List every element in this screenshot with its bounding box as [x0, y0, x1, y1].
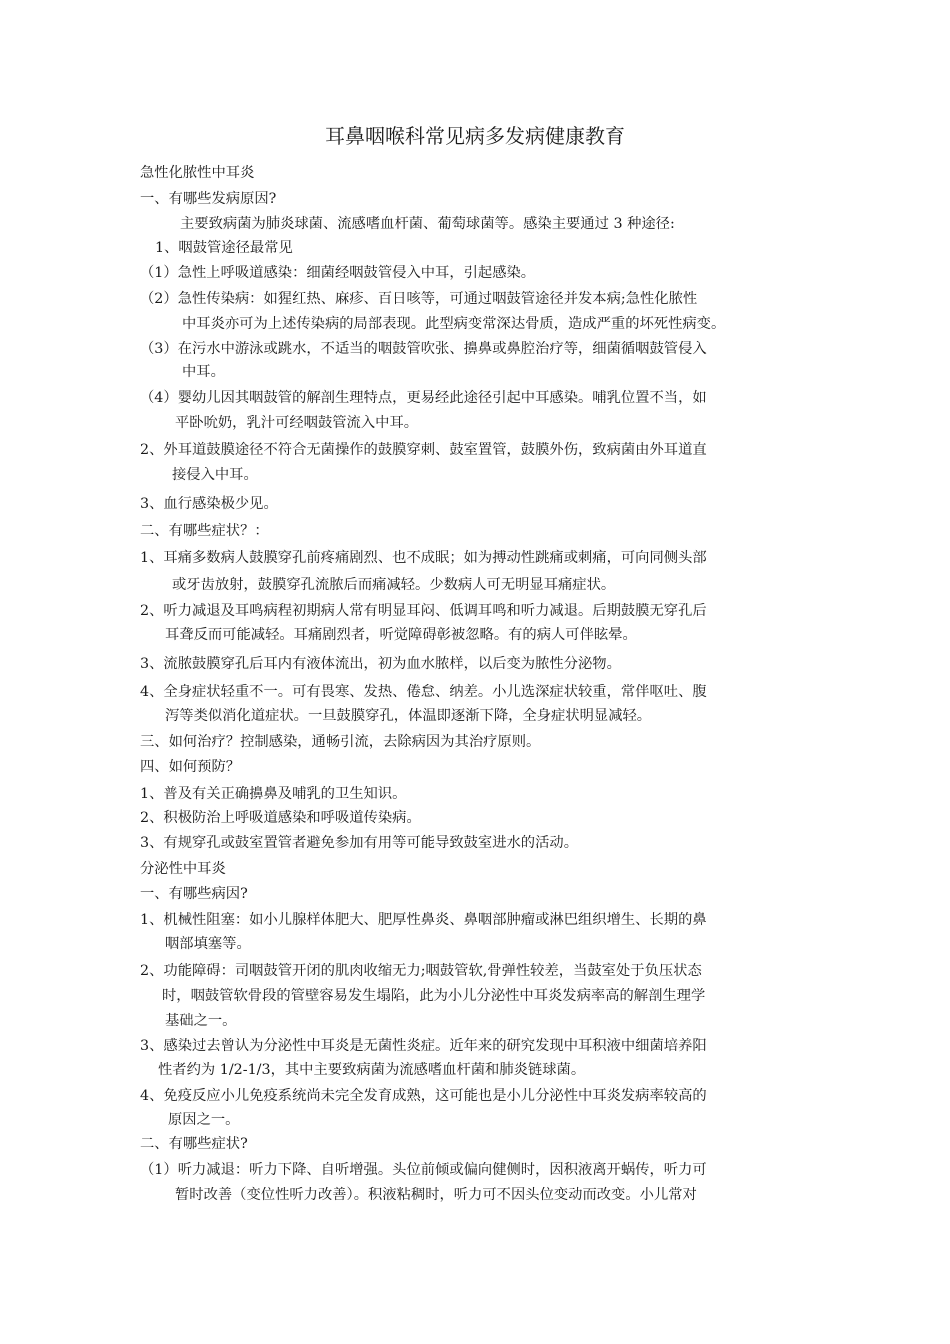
paragraph-line: 主要致病菌为肺炎球菌、流感嗜血杆菌、葡萄球菌等。感染主要通过 3 种途径: — [180, 216, 675, 232]
subsection-heading: 三、如何治疗？控制感染，通畅引流，去除病因为其治疗原则。 — [140, 734, 541, 750]
list-item: （4）婴幼儿因其咽鼓管的解剖生理特点，更易经此途径引起中耳感染。哺乳位置不当，如 — [140, 390, 707, 406]
list-item-continuation: 咽部填塞等。 — [165, 936, 251, 952]
list-item: 2、功能障碍：司咽鼓管开闭的肌肉收缩无力;咽鼓管软,骨弹性较差，当鼓室处于负压状态 — [140, 963, 702, 979]
list-item: 1、普及有关正确擤鼻及哺乳的卫生知识。 — [140, 786, 407, 802]
list-item: 4、全身症状轻重不一。可有畏寒、发热、倦怠、纳差。小儿选深症状较重，常伴呕吐、腹 — [140, 684, 707, 700]
list-item-continuation: 中耳。 — [182, 364, 225, 380]
list-item: （2）急性传染病：如猩红热、麻疹、百日咳等，可通过咽鼓管途径并发本病;急性化脓性 — [140, 291, 698, 307]
list-item: 3、血行感染极少见。 — [140, 496, 278, 512]
section-heading: 分泌性中耳炎 — [140, 861, 226, 877]
section-heading: 急性化脓性中耳炎 — [140, 165, 255, 181]
list-item: 1、机械性阻塞：如小儿腺样体肥大、肥厚性鼻炎、鼻咽部肿瘤或淋巴组织增生、长期的鼻 — [140, 912, 707, 928]
list-item-continuation: 接侵入中耳。 — [172, 467, 258, 483]
subsection-heading: 二、有哪些症状? — [140, 1136, 248, 1152]
list-item: 2、听力减退及耳鸣病程初期病人常有明显耳闷、低调耳鸣和听力减退。后期鼓膜无穿孔后 — [140, 603, 707, 619]
list-item-continuation: 暂时改善（变位性听力改善）。积液粘稠时，听力可不因头位变动而改变。小儿常对 — [175, 1187, 697, 1203]
list-item-continuation: 耳聋反而可能减轻。耳痛剧烈者，听觉障碍彰被忽略。有的病人可伴眩晕。 — [165, 627, 637, 643]
list-item: 3、流脓鼓膜穿孔后耳内有液体流出，初为血水脓样，以后变为脓性分泌物。 — [140, 656, 621, 672]
subsection-heading: 二、有哪些症状？： — [140, 523, 269, 539]
list-item-continuation: 中耳炎亦可为上述传染病的局部表现。此型病变常深达骨质，造成严重的坏死性病变。 — [182, 316, 726, 332]
list-item-continuation: 性者约为 1/2-1/3，其中主要致病菌为流感嗜血杆菌和肺炎链球菌。 — [158, 1062, 586, 1078]
list-item: 3、感染过去曾认为分泌性中耳炎是无菌性炎症。近年来的研究发现中耳积液中细菌培养阳 — [140, 1038, 707, 1054]
list-item: 2、积极防治上呼吸道感染和呼吸道传染病。 — [140, 810, 421, 826]
list-item-continuation: 泻等类似消化道症状。一旦鼓膜穿孔，体温即逐渐下降，全身症状明显减轻。 — [165, 708, 652, 724]
list-item: （3）在污水中游泳或跳水，不适当的咽鼓管吹张、擤鼻或鼻腔治疗等，细菌循咽鼓管侵入 — [140, 341, 707, 357]
list-item-continuation: 时，咽鼓管软骨段的管壁容易发生塌陷，此为小儿分泌性中耳炎发病率高的解剖生理学 — [162, 988, 706, 1004]
list-item-continuation: 或牙齿放射，鼓膜穿孔流脓后而痛减轻。少数病人可无明显耳痛症状。 — [172, 577, 616, 593]
document-title: 耳鼻咽喉科常见病多发病健康教育 — [325, 124, 625, 148]
subsection-heading: 四、如何预防？ — [140, 759, 241, 775]
list-item: 3、有规穿孔或鼓室置管者避免参加有用等可能导致鼓室进水的活动。 — [140, 835, 578, 851]
list-item: 2、外耳道鼓膜途径不符合无菌操作的鼓膜穿刺、鼓室置管，鼓膜外伤，致病菌由外耳道直 — [140, 442, 707, 458]
list-item: 1、咽鼓管途径最常见 — [155, 240, 293, 256]
list-item: （1）听力减退：听力下降、自听增强。头位前倾或偏向健侧时，因积液离开蜗传，听力可 — [140, 1162, 707, 1178]
list-item-continuation: 基础之一。 — [165, 1013, 237, 1029]
list-item: （1）急性上呼吸道感染：细菌经咽鼓管侵入中耳，引起感染。 — [140, 265, 536, 281]
list-item-continuation: 平卧吮奶，乳汁可经咽鼓管流入中耳。 — [175, 415, 419, 431]
subsection-heading: 一、有哪些发病原因? — [140, 191, 277, 207]
list-item: 1、耳痛多数病人鼓膜穿孔前疼痛剧烈、也不成眠；如为搏动性跳痛或刺痛，可向同侧头部 — [140, 550, 707, 566]
list-item: 4、免疫反应小儿免疫系统尚未完全发育成熟，这可能也是小儿分泌性中耳炎发病率较高的 — [140, 1088, 707, 1104]
list-item-continuation: 原因之一。 — [168, 1112, 240, 1128]
subsection-heading: 一、有哪些病因? — [140, 886, 248, 902]
